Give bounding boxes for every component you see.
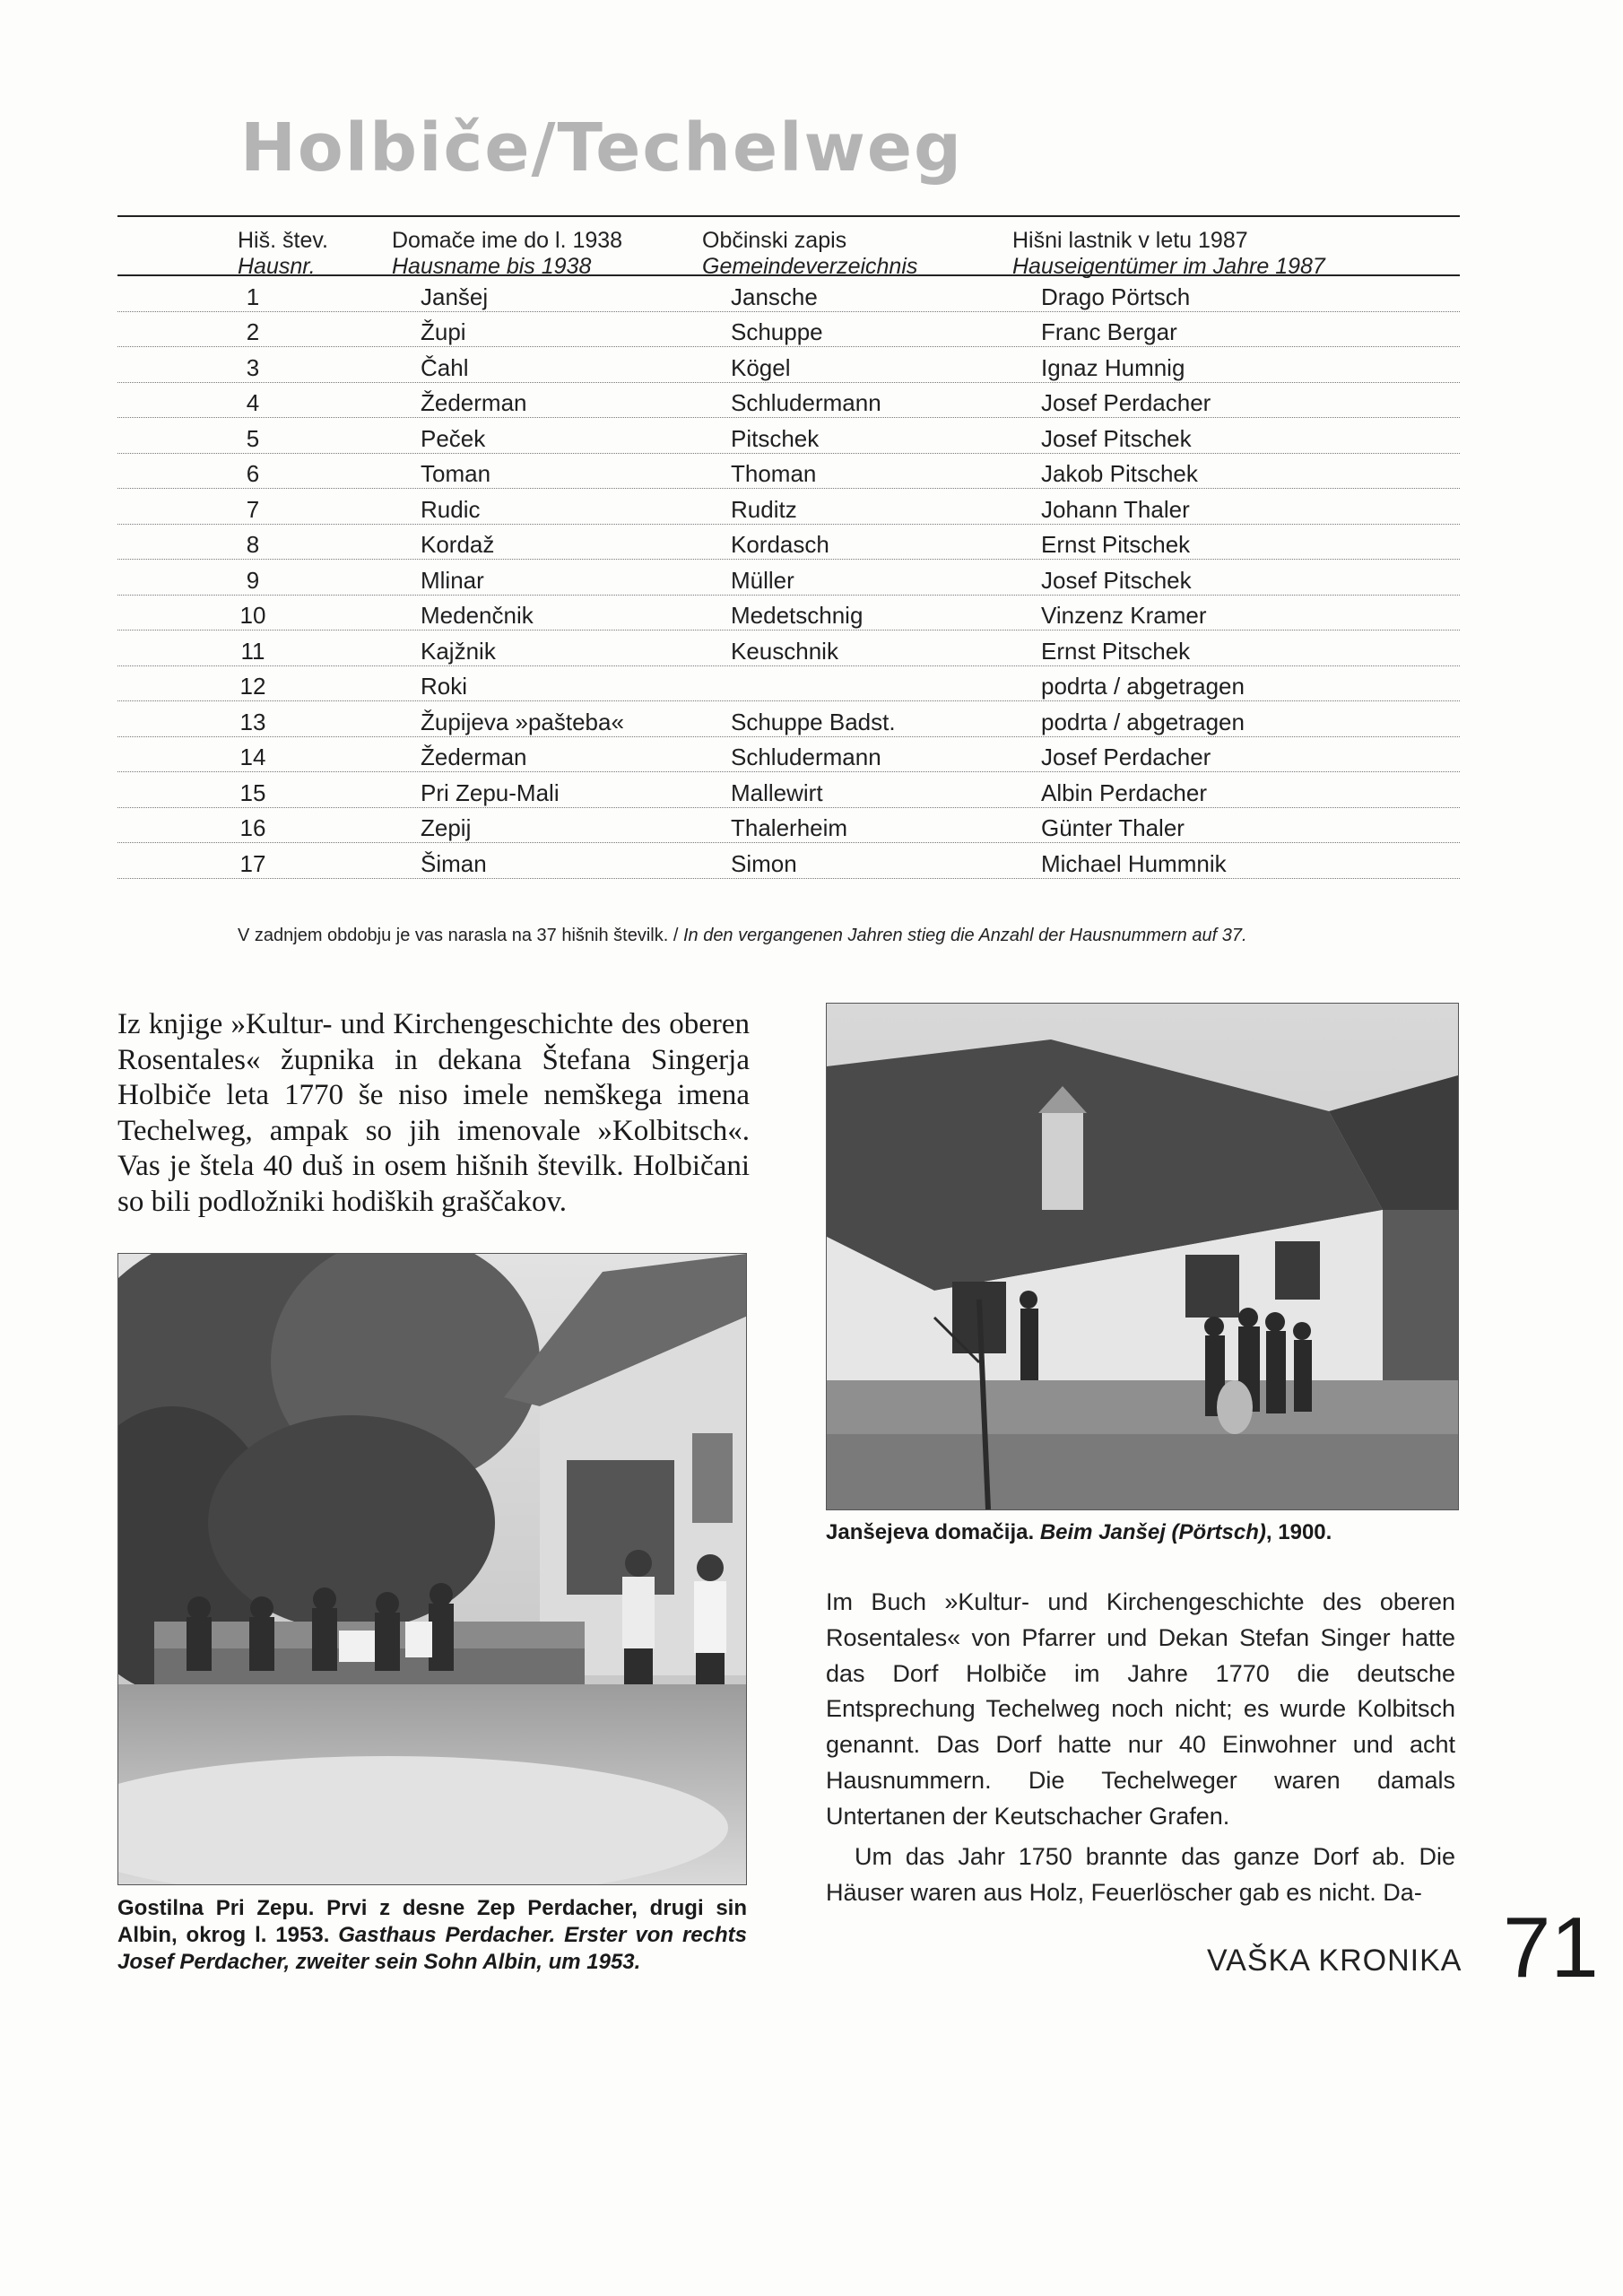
- cell-owner: Josef Pitschek: [1041, 424, 1192, 452]
- paragraph-slovene: Iz knjige »Kultur- und Kirchengeschichte des oberen Rosentales« župnika in dekana Štefana Singerja Holbiče leta 1770 še niso imele nemškega imena Techelweg, ampak so jih imenovale »Kolbitsch«. Vas je štela 40 duš in osem hišnih številk. Holbičani so bili podložniki hodiških graščakov.: [117, 1008, 750, 1218]
- cell-house-number: [117, 673, 272, 700]
- cell-owner: Albin Perdacher: [1041, 778, 1207, 806]
- caption-farmhouse-de: Beim Janšej (Pörtsch): [1039, 1520, 1266, 1544]
- table-note-sl: V zadnjem obdobju je vas narasla na 37 hišnih številk. /: [238, 926, 683, 945]
- cell-house-number: [117, 531, 272, 558]
- cell-owner: Johann Thaler: [1041, 495, 1190, 523]
- cell-house-number: [117, 318, 272, 345]
- cell-owner: Ernst Pitschek: [1041, 637, 1191, 665]
- table-header: [117, 217, 1460, 279]
- cell-municipal-record: Jansche: [731, 283, 818, 310]
- cell-house-number: [117, 567, 272, 594]
- header-home-name-sl: Domače ime do l. 1938: [392, 228, 623, 253]
- header-owner: [1012, 228, 1398, 279]
- header-house-number-de: Hausnr.: [238, 254, 316, 279]
- house-number-value: 1: [246, 283, 260, 310]
- cell-home-name: Žederman: [421, 744, 527, 770]
- caption-farmhouse-sl: Janšejeva domačija.: [826, 1520, 1035, 1544]
- cell-home-name: Toman: [421, 460, 491, 487]
- table-row: [117, 489, 1460, 525]
- cell-home-name: Zepij: [421, 814, 472, 841]
- cell-municipal-record: Thoman: [731, 460, 817, 487]
- cell-home-name: Čahl: [421, 353, 469, 381]
- cell-owner: Jakob Pitschek: [1041, 460, 1198, 487]
- cell-municipal-record: Schuppe: [731, 318, 823, 345]
- cell-owner: Josef Perdacher: [1041, 389, 1211, 416]
- cell-municipal-record: Pitschek: [731, 424, 820, 452]
- cell-owner: podrta / abgetragen: [1041, 708, 1245, 735]
- cell-municipal-record: Schuppe Badst.: [731, 708, 896, 735]
- header-municipal-record-de: Gemeindeverzeichnis: [702, 254, 918, 279]
- farmhouse-image: [827, 1004, 1458, 1509]
- cell-owner: Josef Perdacher: [1041, 744, 1211, 770]
- house-number-value: 5: [246, 424, 260, 452]
- cell-municipal-record: Müller: [731, 566, 794, 594]
- cell-municipal-record: Kögel: [731, 353, 791, 381]
- cell-home-name: Župijeva »pašteba«: [421, 708, 624, 735]
- table-row: [117, 560, 1460, 596]
- cell-municipal-record: Thalerheim: [731, 814, 848, 841]
- house-number-value: 3: [246, 353, 260, 381]
- house-number-value: 9: [246, 566, 260, 594]
- cell-municipal-record: Ruditz: [731, 495, 797, 523]
- cell-owner: Ignaz Humnig: [1041, 353, 1185, 381]
- header-owner-sl: Hišni lastnik v letu 1987: [1012, 228, 1248, 253]
- cell-home-name: Kordaž: [421, 531, 495, 558]
- cell-house-number: [117, 425, 272, 452]
- cell-municipal-record: Simon: [731, 849, 797, 877]
- cell-owner: podrta / abgetragen: [1041, 673, 1245, 700]
- cell-house-number: [117, 814, 272, 841]
- cell-house-number: [117, 460, 272, 487]
- cell-municipal-record: Mallewirt: [731, 778, 823, 806]
- cell-home-name: Šiman: [421, 849, 487, 877]
- house-number-value: 7: [246, 495, 260, 523]
- cell-house-number: [117, 283, 272, 310]
- cell-home-name: Janšej: [421, 283, 489, 310]
- cell-owner: Michael Hummnik: [1041, 849, 1227, 877]
- table-row: [117, 772, 1460, 808]
- table-row: [117, 312, 1460, 348]
- table-row: [117, 276, 1460, 312]
- table-row: [117, 383, 1460, 419]
- table-row: [117, 525, 1460, 561]
- cell-house-number: [117, 779, 272, 806]
- cell-home-name: Pri Zepu-Mali: [421, 778, 560, 806]
- cell-owner: Franc Bergar: [1041, 318, 1177, 345]
- house-number-value: 10: [239, 602, 266, 629]
- table-row: [117, 347, 1460, 383]
- cell-home-name: Roki: [421, 673, 468, 700]
- cell-municipal-record: Schludermann: [731, 744, 881, 770]
- header-municipal-record: [702, 228, 1012, 279]
- cell-municipal-record: Schludermann: [731, 389, 881, 416]
- cell-house-number: [117, 850, 272, 877]
- cell-home-name: Medenčnik: [421, 602, 534, 629]
- paragraph-german-1: Im Buch »Kultur- und Kirchengeschichte des oberen Rosentales« von Pfarrer und Dekan Stefan Singer hatte das Dorf Holbiče im Jahre 1770 die deutsche Entsprechung Techelweg noch nicht; es wurde Kolbitsch genannt. Das Dorf hatte nur 40 Einwohner und acht Hausnummern. Die Techelweger waren damals Untertanen der Keutschacher Grafen.: [826, 1588, 1455, 1830]
- house-number-value: 8: [246, 531, 260, 558]
- cell-owner: Vinzenz Kramer: [1041, 602, 1207, 629]
- caption-farmhouse-photo: [826, 1519, 1457, 1546]
- caption-inn-de: Gasthaus Perdacher. Erster von rechts Josef Perdacher, zweiter sein Sohn Albin, um 1953.: [117, 1923, 747, 1974]
- cell-owner: Günter Thaler: [1041, 814, 1185, 841]
- caption-inn-sl: Gostilna Pri Zepu. Prvi z desne Zep Perdacher, drugi sin Albin, okrog l. 1953.: [117, 1896, 747, 1947]
- caption-farmhouse-year: , 1900.: [1265, 1520, 1332, 1544]
- table-row: [117, 596, 1460, 631]
- table-row: [117, 701, 1460, 737]
- house-number-value: 17: [239, 849, 266, 877]
- house-number-value: 2: [246, 318, 260, 345]
- page-title: Holbiče/Techelweg: [240, 109, 964, 187]
- header-home-name-de: Hausname bis 1938: [392, 254, 592, 279]
- table-row: [117, 808, 1460, 844]
- cell-home-name: Kajžnik: [421, 637, 496, 665]
- house-number-value: 13: [239, 708, 266, 735]
- cell-owner: Ernst Pitschek: [1041, 531, 1191, 558]
- house-number-value: 15: [239, 778, 266, 806]
- cell-home-name: Rudic: [421, 495, 481, 523]
- header-home-name: [392, 228, 702, 279]
- house-number-value: 11: [240, 637, 265, 665]
- house-number-value: 14: [239, 744, 266, 770]
- table-row: [117, 631, 1460, 666]
- cell-house-number: [117, 744, 272, 770]
- cell-house-number: [117, 638, 272, 665]
- farmhouse-photo: [826, 1003, 1459, 1510]
- cell-house-number: [117, 354, 272, 381]
- cell-municipal-record: Keuschnik: [731, 637, 838, 665]
- cell-home-name: Peček: [421, 424, 486, 452]
- footer-section-label: VAŠKA KRONIKA: [1207, 1944, 1462, 1978]
- house-number-value: 4: [246, 389, 260, 416]
- cell-municipal-record: Kordasch: [731, 531, 829, 558]
- header-house-number-sl: Hiš. štev.: [238, 228, 328, 253]
- header-owner-de: Hauseigentümer im Jahre 1987: [1012, 254, 1325, 279]
- house-number-value: 12: [239, 673, 266, 700]
- inn-gathering-photo: [117, 1253, 747, 1885]
- table-row: [117, 843, 1460, 879]
- caption-inn-photo: [117, 1895, 747, 1976]
- table-note: [238, 926, 1493, 946]
- house-number-value: 6: [246, 460, 260, 487]
- cell-house-number: [117, 602, 272, 629]
- house-register-table: [117, 215, 1460, 879]
- header-house-number: [117, 228, 392, 279]
- table-row: [117, 737, 1460, 773]
- cell-house-number: [117, 709, 272, 735]
- cell-owner: Drago Pörtsch: [1041, 283, 1191, 310]
- table-note-de: In den vergangenen Jahren stieg die Anzahl der Hausnummern auf 37.: [682, 926, 1247, 945]
- cell-home-name: Mlinar: [421, 566, 484, 594]
- cell-house-number: [117, 389, 272, 416]
- cell-owner: Josef Pitschek: [1041, 566, 1192, 594]
- paragraph-german-2: Um das Jahr 1750 brannte das ganze Dorf ab. Die Häuser waren aus Holz, Feuerlöscher gab es nicht. Da-: [826, 1843, 1455, 1906]
- header-municipal-record-sl: Občinski zapis: [702, 228, 847, 253]
- cell-house-number: [117, 496, 272, 523]
- table-row: [117, 454, 1460, 490]
- inn-gathering-image: [118, 1254, 746, 1884]
- cell-municipal-record: Medetschnig: [731, 602, 864, 629]
- cell-home-name: Župi: [421, 318, 466, 345]
- cell-home-name: Žederman: [421, 389, 527, 416]
- table-row: [117, 666, 1460, 702]
- page-number: 71: [1503, 1900, 1599, 1996]
- table-row: [117, 418, 1460, 454]
- house-number-value: 16: [239, 814, 266, 841]
- table-body: [117, 276, 1460, 879]
